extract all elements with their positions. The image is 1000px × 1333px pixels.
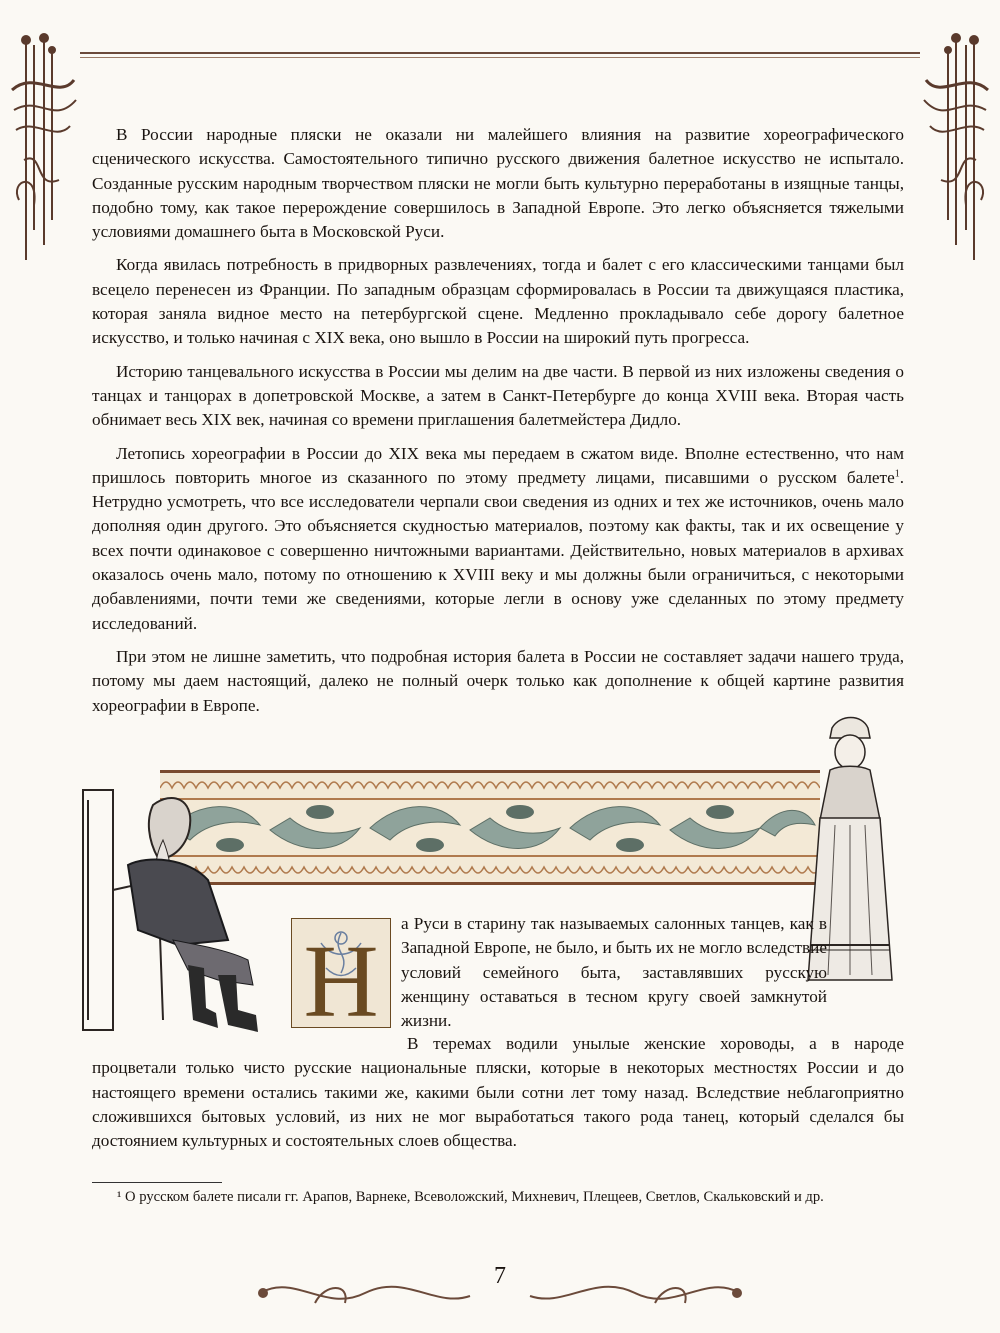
top-frame-line — [80, 52, 920, 54]
right-corner-ornament — [916, 30, 996, 270]
dropcap-paragraph — [401, 912, 827, 1033]
dropcap-letter: Н — [303, 924, 379, 1028]
page-number: 7 — [494, 1263, 506, 1289]
footnote-mark: 1 — [894, 468, 900, 480]
dropcap — [291, 918, 391, 1028]
seated-man-illustration — [78, 770, 268, 1040]
paragraph-4 — [92, 442, 904, 636]
final-paragraph: В теремах водили унылые женские хороводы, а в народе процветали только чисто русские национальные пляски, которые в некоторых местностях России и до настоящего времени остались такими же, какими были сотни лет тому назад. Вследствие неблагоприятно сложившихся бытовых условий, из них не мог выработаться такого рода танец, который сделался бы достоянием культурных и состоятельных слоев общества. — [92, 1034, 904, 1151]
footnote — [92, 1186, 904, 1209]
left-corner-ornament — [4, 30, 84, 270]
dropcap-paragraph-text: а Руси в старину так называемых салонных танцев, как в Западной Европе, не было, и быть их не могло вследствие условий семейного быта, заставлявших русскую женщину оставаться в тесном кругу своей замкнутой жизни. — [401, 914, 827, 1031]
footnote-divider — [92, 1182, 222, 1183]
footnote-text: ¹ О русском балете писали гг. Арапов, Варнеке, Всеволожский, Михневич, Плещеев, Светлов, Скальковский и др. — [117, 1189, 824, 1205]
bottom-text-block — [92, 1032, 904, 1153]
paragraph-4-before: Летопись хореографии в России до XIX века мы передаем в сжатом виде. Вполне естественно, что нам пришлось повторить многое из сказанного по этому предмету лицами, писавшими о русском балете — [92, 443, 904, 487]
paragraph-5: При этом не лишне заметить, что подробная история балета в России не составляет задачи нашего труда, потому мы даем настоящий, далеко не полный очерк только как дополнение к общей картине развития хореографии в Европе. — [92, 646, 904, 715]
top-frame-line-inner — [80, 57, 920, 58]
paragraph-1: В России народные пляски не оказали ни малейшего влияния на развитие хореографического сценического искусства. Самостоятельного типично русского движения балетное искусство не испытало. Созданные русским народным творчеством пляски не могли быть культурно переработаны в изящные танцы, подобно тому, как такое перерождение совершилось в Западной Европе. Это легко объясняется тяжелыми условиями домашнего быта в Московской Руси. — [92, 125, 904, 242]
top-text-block — [92, 123, 904, 718]
paragraph-2: Когда явилась потребность в придворных развлечениях, тогда и балет с его классическими танцами был всецело перенесен из Франции. По западным образцам сформировалась в России та движущаяся пластика, которая заняла видное место на петербургской сцене. Медленно прокладывало себе дорогу балетное искусство, и только начиная с XIX века, оно вышло в России на широкий путь прогресса. — [92, 255, 904, 348]
paragraph-4-after: . Нетрудно усмотреть, что все исследователи черпали свои сведения из одних и тех же источников, очень мало дополняя один другого. Это объясняется скудностью материалов, поэтому как факты, так и их освещение у всех почти одинаковое с совершенно ничтожными вариантами. Действительно, новых материалов в архивах оказалось очень мало, потому по отношению к XVIII веку и мы должны были ограничиться, с некоторыми добавлениями, почти теми же сведениями, которые легли в основу уже сделанных по этому предмету исследований. — [92, 467, 904, 633]
dropcap-ornament — [291, 918, 391, 1028]
paragraph-3: Историю танцевального искусства в России мы делим на две части. В первой из них изложены сведения о танцах и танцорах в допетровской Москве, а затем в Санкт-Петербурге до конца XVIII века. Вторая часть обнимает весь XIX век, начиная со времени приглашения балетмейстера Дидло. — [92, 361, 904, 430]
